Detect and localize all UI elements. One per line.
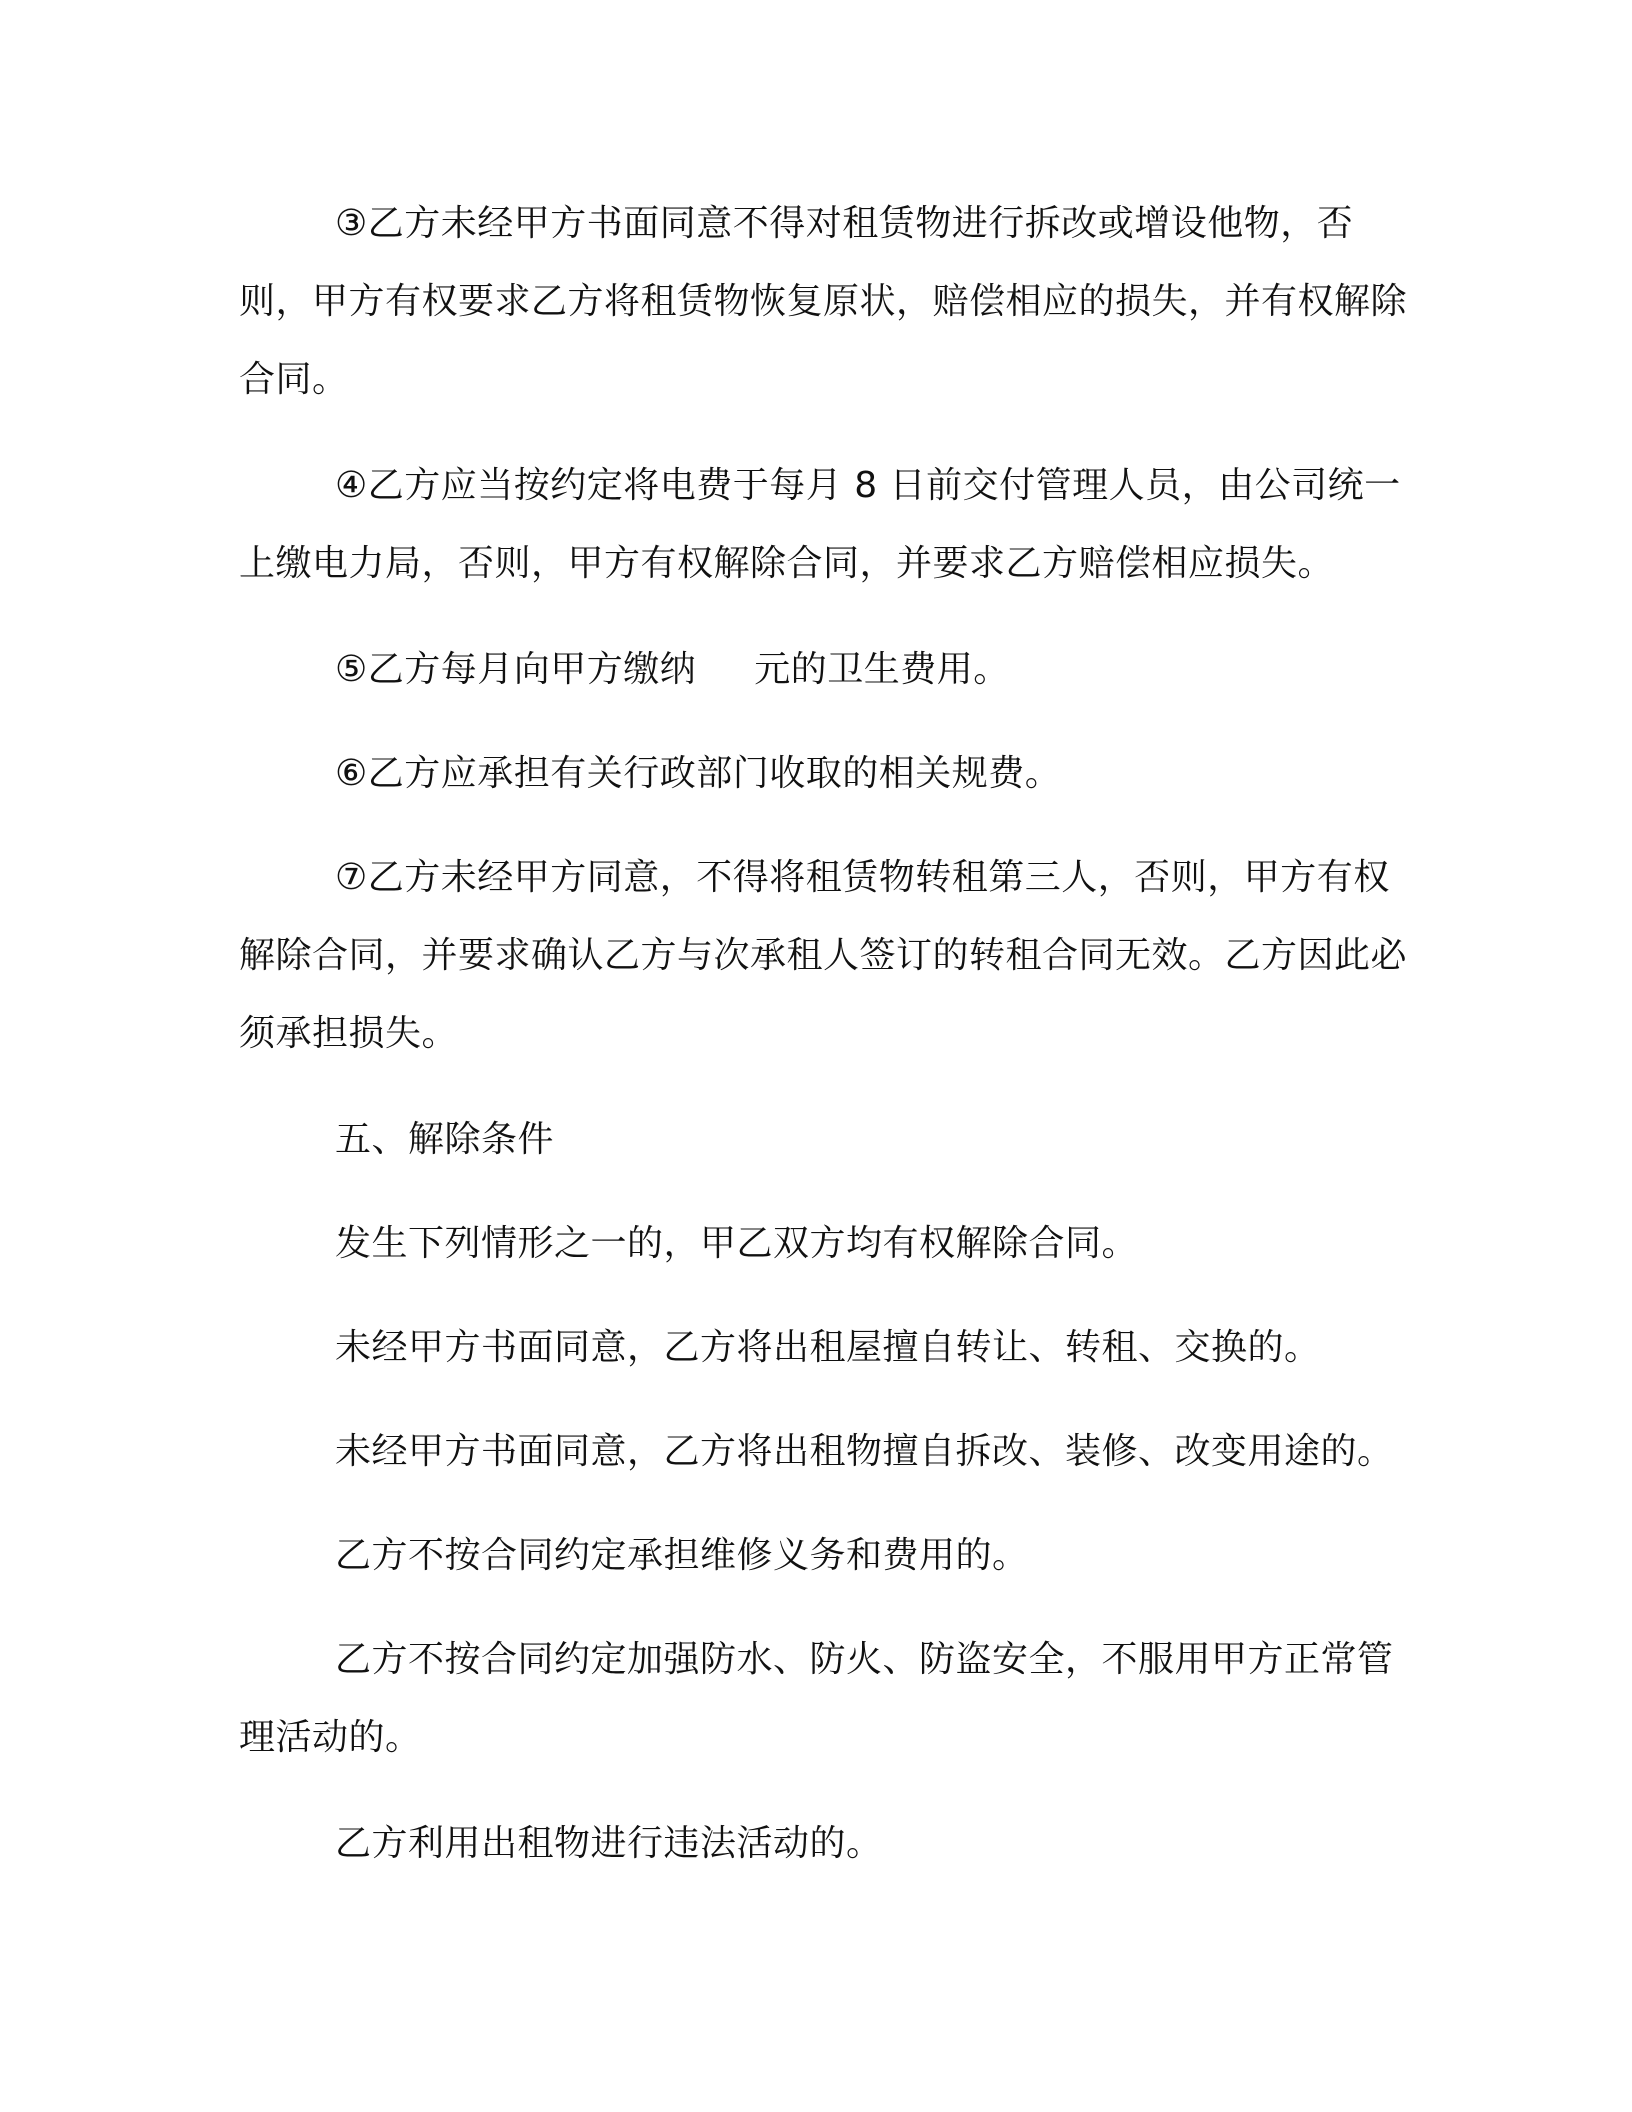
document-body <box>239 185 1409 1909</box>
clause-5-text-start: ⑤乙方每月向甲方缴纳 <box>335 649 697 690</box>
clause-3-paragraph: ③乙方未经甲方书面同意不得对租赁物进行拆改或增设他物，否则，甲方有权要求乙方将租赁物恢复原状，赔偿相应的损失，并有权解除合同。 <box>239 203 1408 400</box>
clause-4-paragraph: ④乙方应当按约定将电费于每月 8 日前交付管理人员，由公司统一上缴电力局，否则，甲方有权解除合同，并要求乙方赔偿相应损失。 <box>239 465 1401 584</box>
termination-intro: 发生下列情形之一的，甲乙双方均有权解除合同。 <box>335 1223 1139 1264</box>
termination-condition-4: 乙方不按合同约定加强防水、防火、防盗安全，不服用甲方正常管理活动的。 <box>239 1639 1394 1758</box>
clause-5-paragraph <box>239 631 1409 709</box>
termination-condition-5: 乙方利用出租物进行违法活动的。 <box>335 1823 883 1864</box>
termination-condition-2: 未经甲方书面同意，乙方将出租物擅自拆改、装修、改变用途的。 <box>335 1431 1394 1472</box>
clause-7-paragraph: ⑦乙方未经甲方同意，不得将租赁物转租第三人，否则，甲方有权解除合同，并要求确认乙方与次承租人签订的转租合同无效。乙方因此必须承担损失。 <box>239 857 1408 1054</box>
clause-5-text-end: 元的卫生费用。 <box>754 649 1010 690</box>
section-heading: 五、解除条件 <box>335 1119 555 1160</box>
termination-condition-3: 乙方不按合同约定承担维修义务和费用的。 <box>335 1535 1029 1576</box>
termination-condition-1: 未经甲方书面同意，乙方将出租屋擅自转让、转租、交换的。 <box>335 1327 1321 1368</box>
clause-6-paragraph: ⑥乙方应承担有关行政部门收取的相关规费。 <box>335 753 1062 794</box>
